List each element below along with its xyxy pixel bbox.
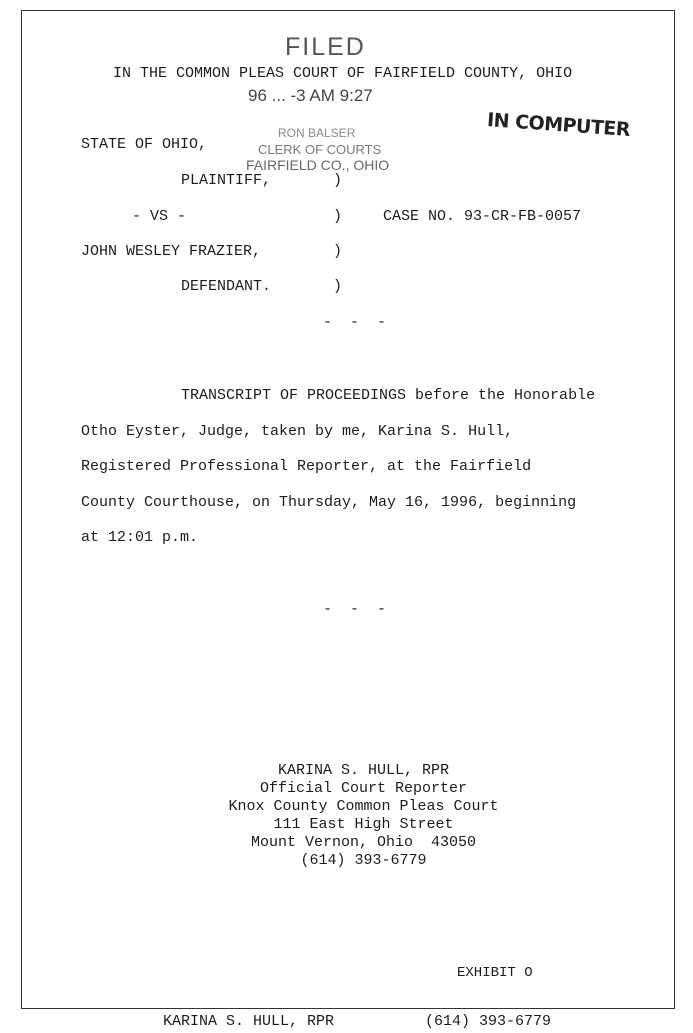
county-stamp: FAIRFIELD CO., OHIO (246, 157, 390, 173)
clerk-name-stamp: RON BALSER (278, 126, 356, 140)
reporter-line: Mount Vernon, Ohio 43050 (250, 834, 477, 851)
reporter-line: 111 East High Street (273, 816, 454, 833)
body-line: at 12:01 p.m. (81, 529, 199, 546)
body-line: Otho Eyster, Judge, taken by me, Karina S. Hull, (81, 423, 514, 440)
body-line: County Courthouse, on Thursday, May 16, 1996, beginning (81, 494, 577, 511)
body-line: TRANSCRIPT OF PROCEEDINGS before the Honorable (181, 387, 596, 404)
caption-paren-4: ) (333, 278, 343, 295)
caption-paren-2: ) (333, 208, 343, 225)
clerk-title-stamp: CLERK OF COURTS (258, 142, 382, 157)
plaintiff-label: PLAINTIFF, (181, 172, 272, 189)
footer-phone: (614) 393-6779 (425, 1013, 552, 1030)
versus-label: - VS - (132, 208, 187, 225)
court-heading: IN THE COMMON PLEAS COURT OF FAIRFIELD COUNTY, OHIO (113, 65, 573, 82)
body-line: Registered Professional Reporter, at the Fairfield (81, 458, 532, 475)
body-divider: - - - (323, 601, 387, 618)
filed-stamp: FILED (285, 33, 366, 61)
plaintiff-name: STATE OF OHIO, (81, 136, 208, 153)
reporter-line: Official Court Reporter (259, 780, 468, 797)
caption-paren-3: ) (333, 243, 343, 260)
defendant-name: JOHN WESLEY FRAZIER, (81, 243, 262, 260)
filed-date-stamp: 96 ... -3 AM 9:27 (248, 86, 373, 105)
caption-divider: - - - (323, 314, 387, 331)
case-number: CASE NO. 93-CR-FB-0057 (383, 208, 582, 225)
defendant-label: DEFENDANT. (181, 278, 272, 295)
caption-paren-1: ) (333, 172, 343, 189)
reporter-line: (614) 393-6779 (300, 852, 427, 869)
reporter-line: KARINA S. HULL, RPR (277, 762, 450, 779)
exhibit-label: EXHIBIT O (457, 965, 533, 981)
footer-reporter-name: KARINA S. HULL, RPR (163, 1013, 335, 1030)
reporter-line: Knox County Common Pleas Court (228, 798, 499, 815)
in-computer-stamp: IN COMPUTER (486, 109, 631, 141)
